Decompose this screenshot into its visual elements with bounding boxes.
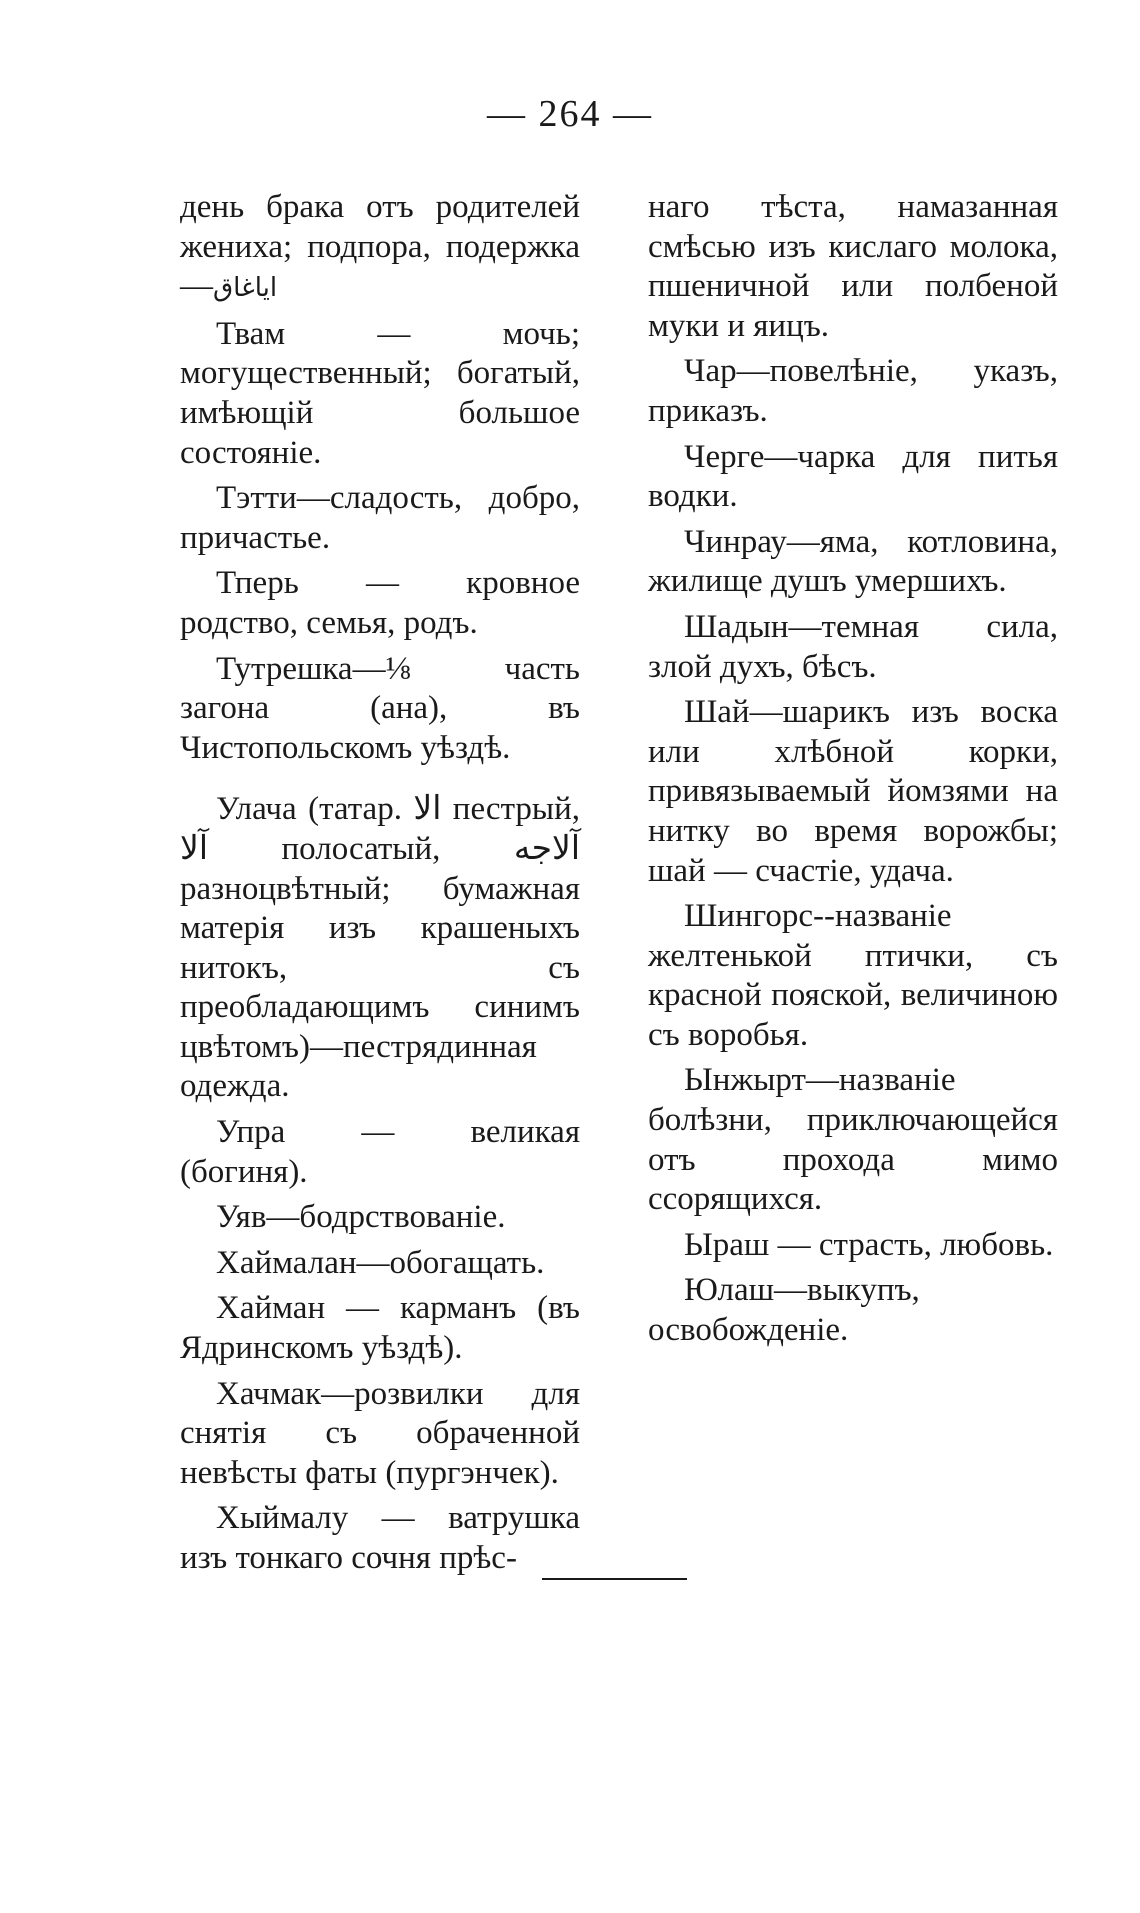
dictionary-entry xyxy=(180,1198,580,1238)
dictionary-entry xyxy=(180,790,580,1107)
page-number: — 264 — xyxy=(487,93,653,135)
entry-text: Чинрау—яма, котловина, жилище душъ умершихъ. xyxy=(648,523,1058,600)
closing-rule xyxy=(542,1578,687,1580)
dictionary-entry xyxy=(648,1061,1058,1219)
entry-text: Шадын—темная сила, злой духъ, бѣсъ. xyxy=(648,608,1058,685)
dictionary-entry xyxy=(180,188,580,309)
dictionary-entry xyxy=(648,188,1058,346)
dictionary-entry xyxy=(648,523,1058,602)
entry-text: наго тѣста, намазанная смѣсью изъ кислаго молока, пшеничной или полбеной муки и яицъ. xyxy=(648,189,1058,344)
dictionary-entry xyxy=(648,438,1058,517)
entry-text: Ыраш — страсть, любовь. xyxy=(684,1226,1054,1263)
entry-text: Тутрешка—⅛ часть загона (ана), въ Чистопольскомъ уѣздѣ. xyxy=(180,650,580,766)
entry-text: Улача (татар. الا пестрый, آلا полосатый, آلاجه разноцвѣтный; бумажная матерія изъ крашеныхъ нитокъ, съ преобладающимъ синимъ цвѣтомъ)—пестрядинная одежда. xyxy=(180,791,580,1105)
entry-text: день брака отъ родителей жениха; подпора, подержка— xyxy=(180,189,580,305)
entry-text: Уяв—бодрствованіе. xyxy=(216,1199,506,1236)
dictionary-entry xyxy=(648,352,1058,431)
entry-text: Хайман — карманъ (въ Ядринскомъ уѣздѣ). xyxy=(180,1290,580,1367)
entry-text: Хыймалу — ватрушка изъ тонкаго сочня прѣс- xyxy=(180,1500,580,1576)
entry-text: Твам — мочь; могущественный; богатый, имѣющій большое состояніе. xyxy=(180,315,580,471)
entry-text: Шай—шарикъ изъ воска или хлѣбной корки, привязываемый йомзями на нитку во время ворожбы; шай — счастіе, удача. xyxy=(648,694,1058,889)
entry-text: Упра — великая (богиня). xyxy=(180,1114,580,1190)
dictionary-entry xyxy=(180,479,580,558)
dictionary-entry xyxy=(180,650,580,769)
dictionary-entry xyxy=(180,1244,580,1284)
dictionary-entry xyxy=(180,564,580,643)
entry-text: Ынжырт—названіе болѣзни, приключающейся отъ прохода мимо ссорящихся. xyxy=(648,1062,1058,1218)
dictionary-entry xyxy=(648,1226,1058,1266)
entry-text: Юлаш—выкупъ, освобожденіе. xyxy=(648,1272,920,1349)
entry-text: Хачмак—розвилки для снятія съ обраченной невѣсты фаты (пургэнчек). xyxy=(180,1375,580,1491)
dictionary-entry xyxy=(648,608,1058,687)
entry-text: Черге—чарка для питья водки. xyxy=(648,438,1058,515)
left-column xyxy=(180,188,580,1585)
entry-text: Шингорс--названіе желтенькой птички, съ красной пояской, величиною съ воробья. xyxy=(648,898,1058,1053)
arabic-script-word: اياغاق xyxy=(213,273,278,304)
dictionary-entry xyxy=(180,1499,580,1578)
entry-text: Хаймалан—обогащать. xyxy=(216,1244,545,1281)
entry-text: Тперь — кровное родство, семья, родъ. xyxy=(180,565,580,641)
dictionary-entry xyxy=(648,897,1058,1055)
dictionary-entry xyxy=(648,1271,1058,1350)
entry-text: Тэтти—сладость, добро, причастье. xyxy=(180,480,580,556)
dictionary-entry xyxy=(180,1375,580,1494)
dictionary-entry xyxy=(180,1113,580,1192)
dictionary-entry xyxy=(180,315,580,473)
entry-text: Чар—повелѣніе, указъ, приказъ. xyxy=(648,353,1058,429)
dictionary-entry xyxy=(648,693,1058,891)
right-column xyxy=(648,188,1058,1357)
dictionary-entry xyxy=(180,1289,580,1368)
